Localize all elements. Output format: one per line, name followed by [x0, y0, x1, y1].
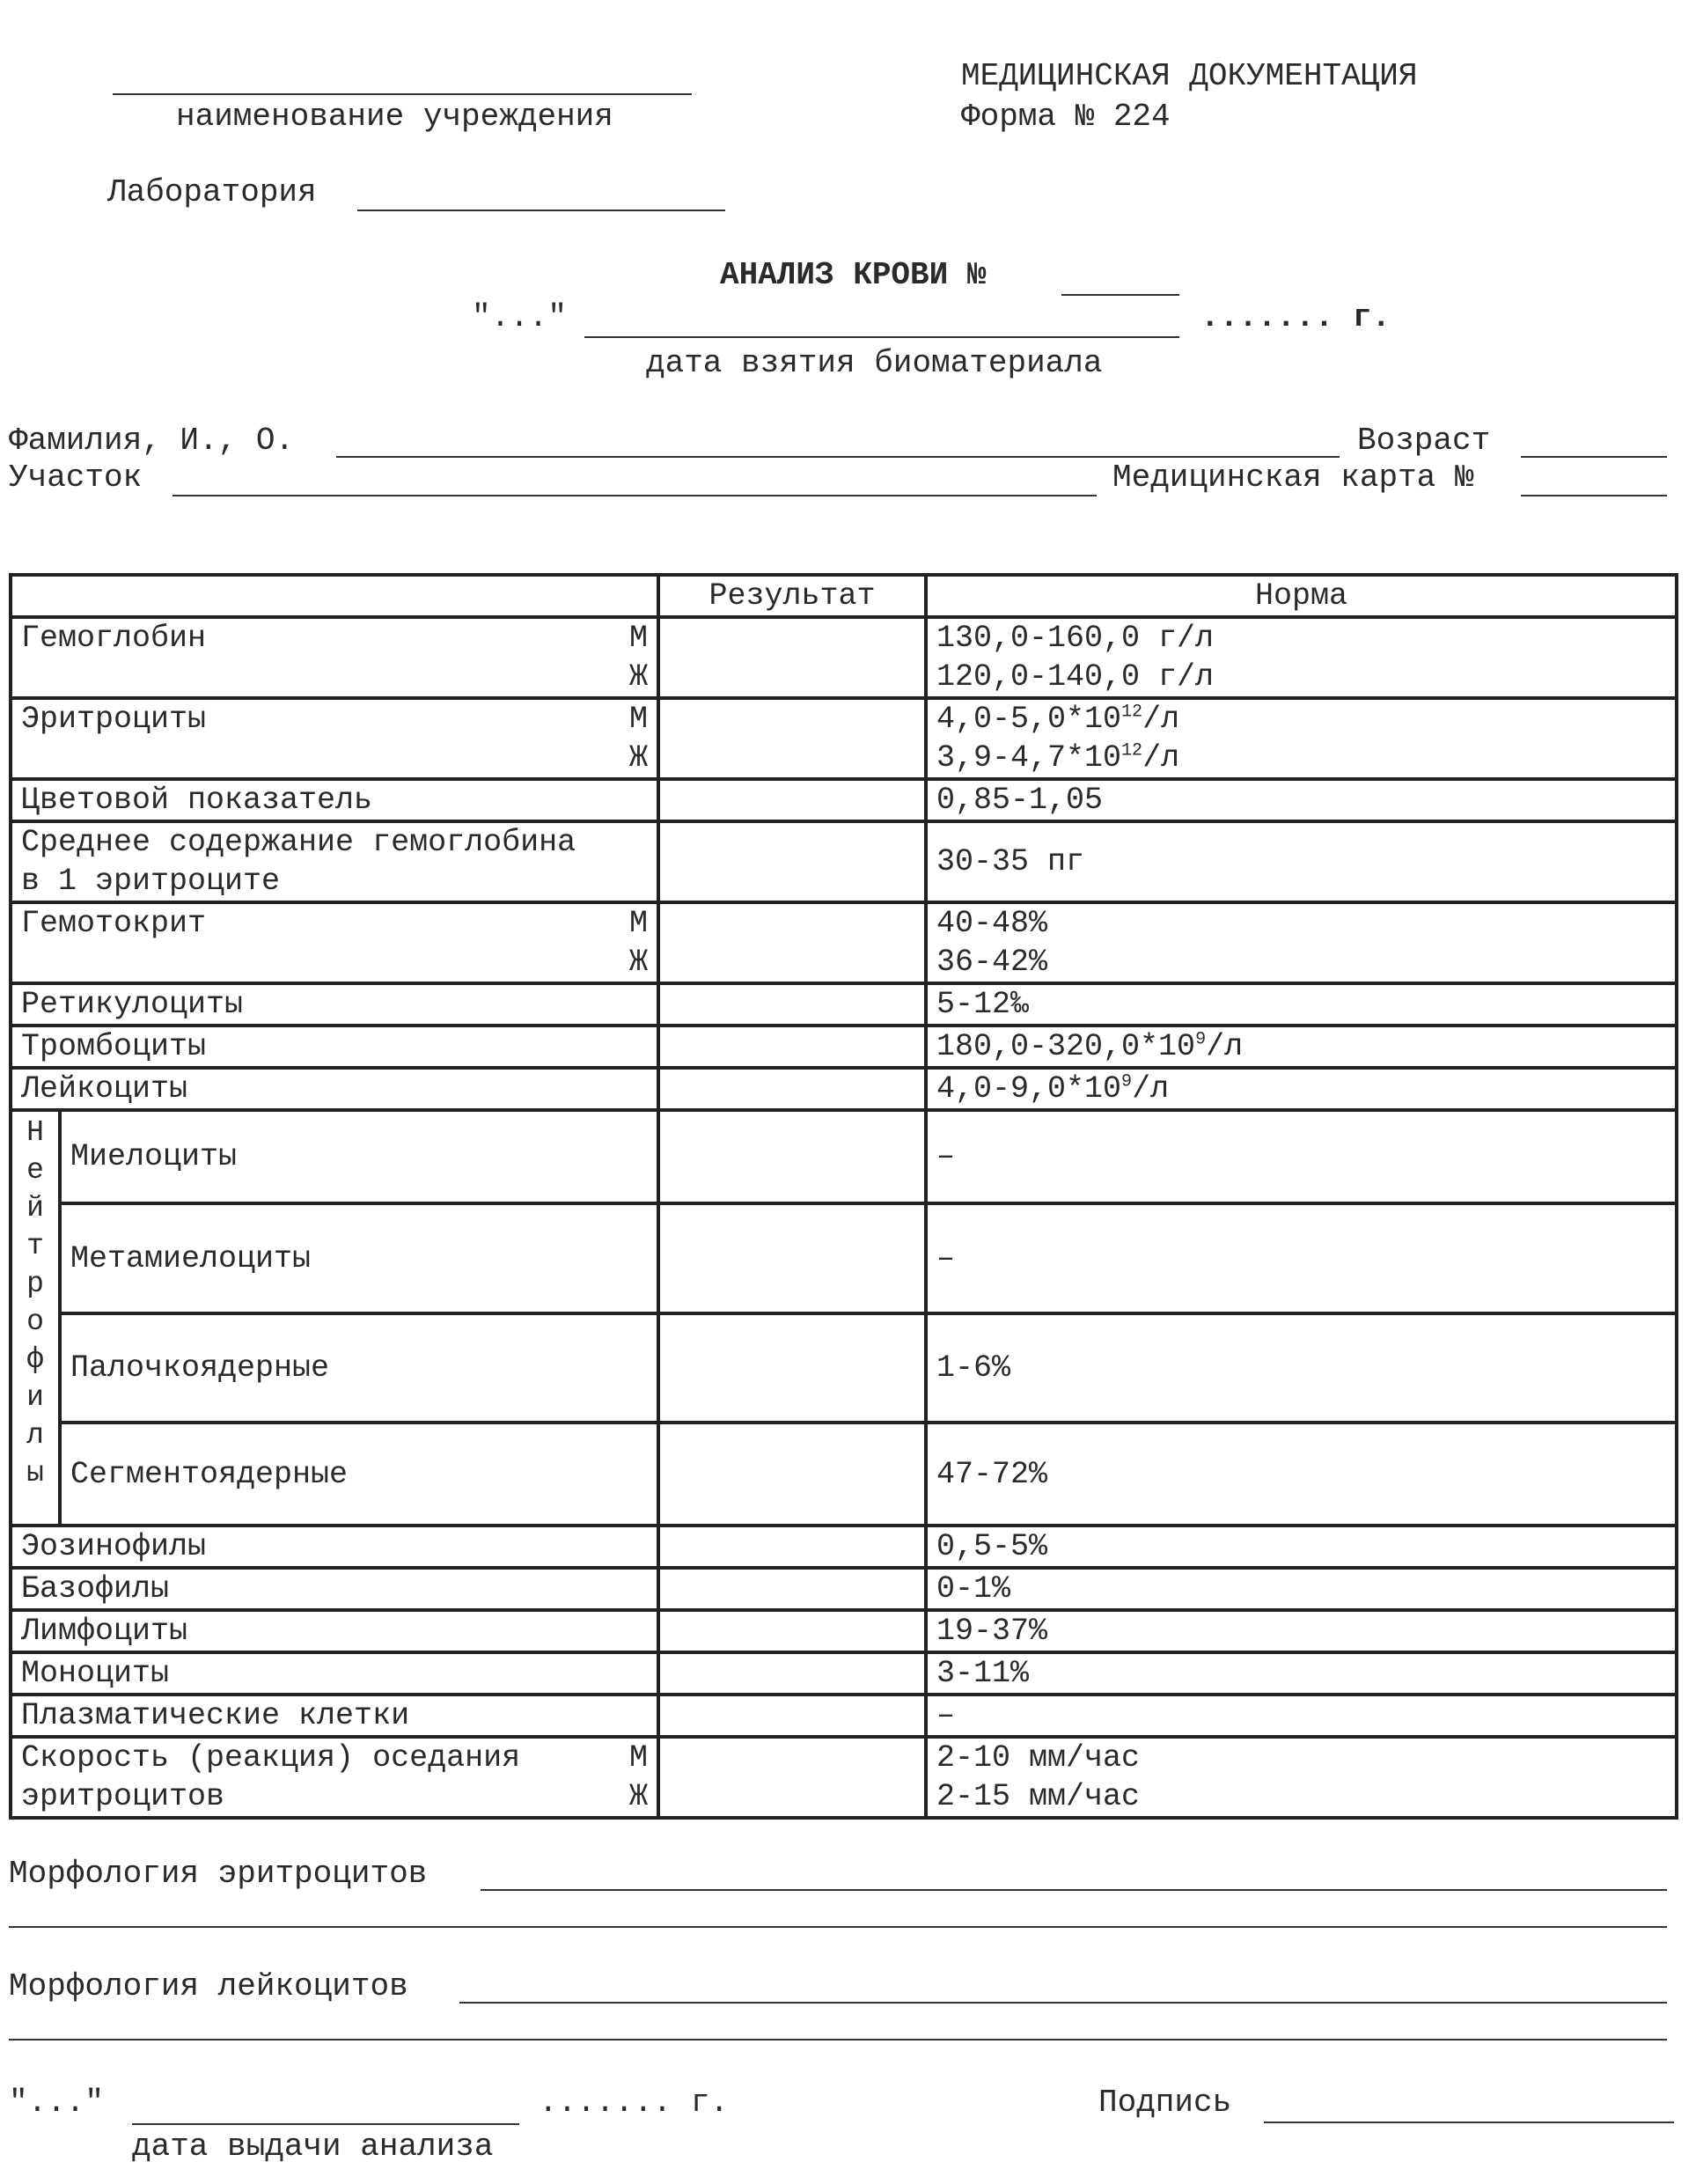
table-row: [11, 902, 1677, 983]
sex-m: М: [628, 1740, 648, 1776]
norm-cell: –: [926, 1203, 1677, 1313]
sample-date-line[interactable]: [584, 336, 1179, 338]
norm-cell: [926, 902, 1677, 983]
mean-hb-label: Среднее содержание гемоглобина в 1 эритроците: [11, 821, 658, 902]
medical-card-label: Медицинская карта №: [1112, 460, 1474, 496]
sex-m: М: [628, 702, 648, 737]
table-row: [11, 779, 1677, 821]
result-cell[interactable]: [658, 1203, 926, 1313]
esr-label-line1: Скорость (реакция) оседания: [21, 1740, 521, 1776]
institution-name-line[interactable]: [113, 93, 692, 95]
reticulocytes-label: Ретикулоциты: [11, 983, 658, 1026]
table-row: [11, 1110, 1677, 1203]
norm-cell: 1-6%: [926, 1313, 1677, 1423]
norm-m: $4,0-5,0*10^{12}/л$: [936, 702, 1180, 737]
form-number-label: Форма № 224: [961, 99, 1171, 135]
myelocytes-label: Миелоциты: [60, 1110, 658, 1203]
district-line[interactable]: [173, 495, 1097, 496]
table-row: [11, 1026, 1677, 1068]
plasma-cells-label: Плазматические клетки: [11, 1695, 658, 1737]
norm-cell: 19-37%: [926, 1610, 1677, 1652]
platelets-label: Тромбоциты: [11, 1026, 658, 1068]
result-cell[interactable]: [658, 1695, 926, 1737]
result-cell[interactable]: [658, 1026, 926, 1068]
age-label: Возраст: [1357, 423, 1491, 459]
institution-caption: наименование учреждения: [176, 99, 613, 135]
norm-m: 40-48%: [936, 906, 1048, 941]
norm-cell: –: [926, 1110, 1677, 1203]
issue-date-day: "...": [9, 2085, 105, 2121]
norm-f: 2-15 мм/час: [936, 1779, 1141, 1814]
monocytes-label: Моноциты: [11, 1652, 658, 1695]
table-row: [11, 1068, 1677, 1110]
table-row: [11, 1695, 1677, 1737]
sample-date-year: ....... г.: [1200, 299, 1391, 335]
leukocyte-morphology-label: Морфология лейкоцитов: [9, 1968, 408, 2004]
table-row: [11, 1203, 1677, 1313]
norm-cell: $180,0-320,0*10^9/л$: [926, 1026, 1677, 1068]
norm-cell: 47-72%: [926, 1423, 1677, 1526]
sex-m: М: [628, 906, 648, 941]
result-cell[interactable]: [658, 1652, 926, 1695]
result-cell[interactable]: [658, 1068, 926, 1110]
table-row: [11, 698, 1677, 779]
header-result: Результат: [658, 575, 926, 617]
result-cell[interactable]: [658, 1568, 926, 1610]
laboratory-line[interactable]: [357, 210, 725, 211]
neutrophils-group-label: Н е й т р о ф и л ы: [11, 1110, 60, 1526]
sex-m: М: [628, 621, 648, 656]
table-row: [11, 1610, 1677, 1652]
issue-date-caption: дата выдачи анализа: [132, 2129, 494, 2165]
norm-cell: [926, 1737, 1677, 1818]
norm-cell: [926, 698, 1677, 779]
patient-name-line[interactable]: [336, 456, 1340, 458]
table-row: [11, 821, 1677, 902]
table-row: [11, 1652, 1677, 1695]
patient-name-label: Фамилия, И., О.: [9, 423, 295, 459]
norm-cell: $4,0-9,0*10^9/л$: [926, 1068, 1677, 1110]
result-cell[interactable]: [658, 1423, 926, 1526]
segmented-neutrophils-label: Сегментоядерные: [60, 1423, 658, 1526]
result-cell[interactable]: [658, 1313, 926, 1423]
header-name-cell: [11, 575, 658, 617]
analysis-title: АНАЛИЗ КРОВИ №: [720, 257, 987, 293]
doc-type-label: МЕДИЦИНСКАЯ ДОКУМЕНТАЦИЯ: [961, 58, 1418, 94]
result-cell[interactable]: [658, 1526, 926, 1568]
leukocyte-morphology-line[interactable]: [459, 2002, 1667, 2004]
norm-f: $3,9-4,7*10^{12}/л$: [936, 740, 1180, 776]
eosinophils-label: Эозинофилы: [11, 1526, 658, 1568]
signature-line[interactable]: [1264, 2121, 1674, 2123]
table-row: [11, 983, 1677, 1026]
basophils-label: Базофилы: [11, 1568, 658, 1610]
norm-cell: –: [926, 1695, 1677, 1737]
medical-card-line[interactable]: [1521, 495, 1667, 496]
result-cell[interactable]: [658, 1737, 926, 1818]
issue-date-line[interactable]: [132, 2123, 519, 2125]
norm-m: 130,0-160,0 г/л: [936, 621, 1215, 656]
color-index-label: Цветовой показатель: [11, 779, 658, 821]
result-cell[interactable]: [658, 983, 926, 1026]
result-cell[interactable]: [658, 1110, 926, 1203]
result-cell[interactable]: [658, 1610, 926, 1652]
norm-cell: 5-12‰: [926, 983, 1677, 1026]
header-norm: Норма: [926, 575, 1677, 617]
erythrocyte-morphology-line-2[interactable]: [9, 1926, 1667, 1928]
row-name: [11, 617, 658, 698]
sample-date-day: "...": [472, 299, 568, 335]
norm-m: 2-10 мм/час: [936, 1740, 1141, 1776]
row-name: [11, 902, 658, 983]
table-header-row: [11, 575, 1677, 617]
norm-cell: 0,85-1,05: [926, 779, 1677, 821]
norm-f: 36-42%: [936, 945, 1048, 980]
esr-label-line2: эритроцитов: [21, 1779, 225, 1814]
signature-label: Подпись: [1098, 2085, 1232, 2121]
norm-cell: 30-35 пг: [926, 821, 1677, 902]
result-cell[interactable]: [658, 779, 926, 821]
norm-f: 120,0-140,0 г/л: [936, 659, 1215, 695]
sex-f: Ж: [628, 659, 648, 695]
norm-cell: 0,5-5%: [926, 1526, 1677, 1568]
norm-cell: 3-11%: [926, 1652, 1677, 1695]
issue-date-year: ....... г.: [539, 2085, 730, 2121]
erythrocyte-morphology-line[interactable]: [481, 1889, 1667, 1891]
erythrocyte-morphology-label: Морфология эритроцитов: [9, 1856, 428, 1892]
hemoglobin-label: Гемоглобин: [21, 621, 207, 656]
blood-analysis-table: [9, 573, 1678, 1820]
result-cell[interactable]: [658, 617, 926, 698]
table-row: [11, 1423, 1677, 1526]
metamyelocytes-label: Метамиелоциты: [60, 1203, 658, 1313]
row-name: [11, 1737, 658, 1818]
analysis-number-line[interactable]: [1061, 294, 1179, 296]
laboratory-label: Лаборатория: [107, 174, 317, 210]
norm-cell: 0-1%: [926, 1568, 1677, 1610]
sex-f: Ж: [628, 945, 648, 980]
result-cell[interactable]: [658, 698, 926, 779]
hematocrit-label: Гемотокрит: [21, 906, 207, 941]
sample-date-caption: дата взятия биоматериала: [646, 345, 1103, 381]
table-row: [11, 1526, 1677, 1568]
erythrocytes-label: Эритроциты: [21, 702, 207, 737]
row-name: [11, 698, 658, 779]
norm-cell: [926, 617, 1677, 698]
lymphocytes-label: Лимфоциты: [11, 1610, 658, 1652]
table-row: [11, 1313, 1677, 1423]
band-neutrophils-label: Палочкоядерные: [60, 1313, 658, 1423]
leukocyte-morphology-line-2[interactable]: [9, 2039, 1667, 2041]
age-line[interactable]: [1521, 456, 1667, 458]
sex-f: Ж: [628, 740, 648, 776]
result-cell[interactable]: [658, 821, 926, 902]
sex-f: Ж: [628, 1779, 648, 1814]
table-row: [11, 1737, 1677, 1818]
table-row: [11, 617, 1677, 698]
district-label: Участок: [9, 460, 143, 496]
leukocytes-label: Лейкоциты: [11, 1068, 658, 1110]
table-row: [11, 1568, 1677, 1610]
result-cell[interactable]: [658, 902, 926, 983]
